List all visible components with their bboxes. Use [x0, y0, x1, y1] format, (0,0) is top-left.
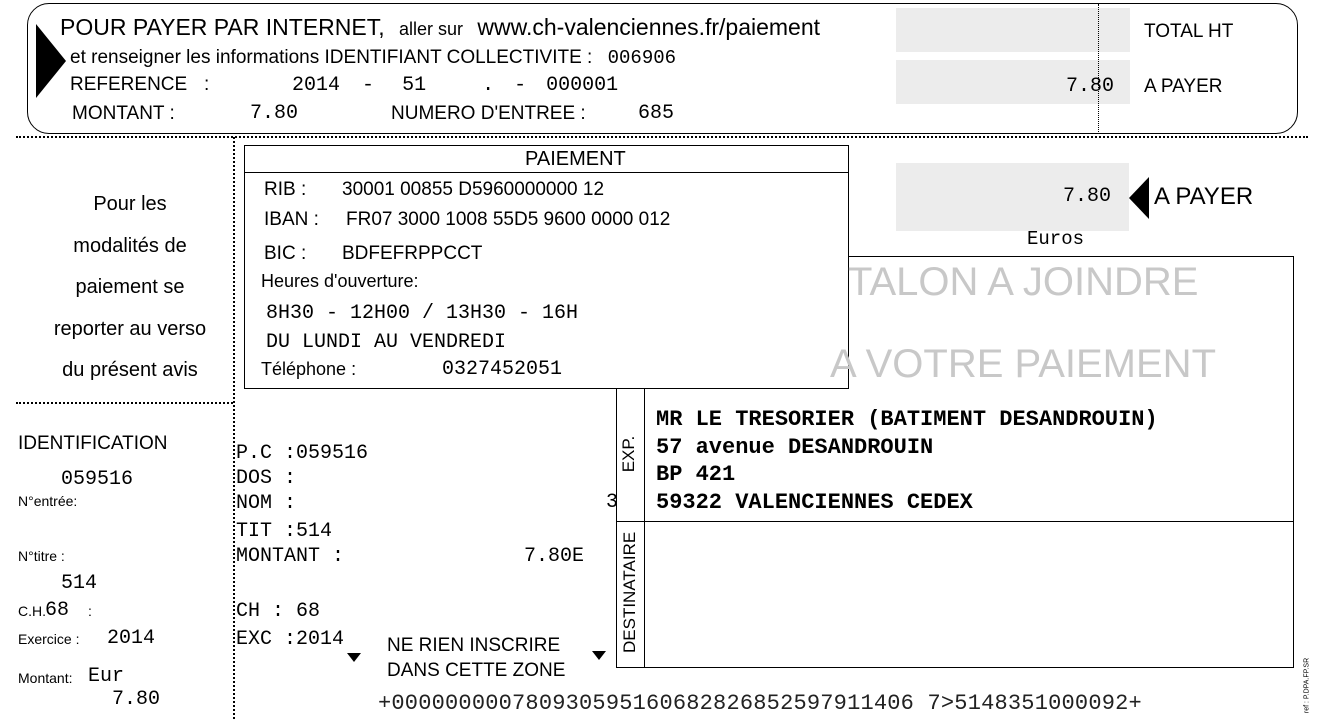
reference-dash: -: [514, 74, 527, 97]
montant-value: 7.80: [250, 102, 299, 125]
bic-label: BIC :: [264, 243, 307, 264]
reference-colon: :: [204, 74, 210, 95]
identification-value: 059516: [61, 468, 134, 491]
arrow-left-icon: [1129, 177, 1149, 219]
left-note: [20, 184, 240, 392]
phone-value: 0327452051: [442, 358, 563, 381]
destinataire-label: DESTINATAIRE: [620, 531, 639, 653]
total-ht-field: [896, 8, 1130, 52]
numero-entree-label: NUMERO D'ENTREE :: [391, 103, 586, 124]
paiement-title: PAIEMENT: [525, 148, 626, 170]
bic-value: BDFEFRPPCCT: [342, 243, 483, 264]
phone-label: Téléphone :: [261, 359, 357, 379]
reference-label: REFERENCE: [70, 74, 188, 95]
address-bottom: [616, 667, 1294, 668]
rib-label: RIB :: [264, 179, 307, 200]
ocr-line: +000000000780930595160682826852597911406 7>5148351000092+: [378, 691, 1142, 716]
left-note-line: modalités de: [73, 234, 187, 257]
sender-address: [656, 406, 1158, 516]
identifiant-label: et renseigner les informations IDENTIFIANT COLLECTIVITE :: [70, 47, 593, 68]
tear-line-left: [16, 402, 233, 404]
no-write-zone-line: DANS CETTE ZONE: [387, 660, 566, 681]
titre-value: 514: [61, 572, 98, 595]
a-payer-value: 7.80: [1066, 75, 1115, 98]
payment-url[interactable]: www.ch-valenciennes.fr/paiement: [477, 14, 821, 40]
sender-line: 59322 VALENCIENNES CEDEX: [656, 489, 973, 515]
tit-line: TIT :514: [236, 520, 333, 543]
montant-id-currency: Eur: [88, 665, 125, 688]
details-block: [236, 441, 368, 516]
currency-label: Euros: [1027, 228, 1085, 250]
exc-detail-line: EXC :2014: [236, 628, 345, 651]
talon-border: [848, 256, 1294, 257]
address-box-left: [616, 388, 617, 668]
internet-payment-line1: [60, 14, 820, 41]
montant-detail-value: 7.80E: [524, 545, 585, 568]
talon-line1: TALON A JOINDRE: [848, 260, 1199, 304]
dos-line: DOS :: [236, 467, 297, 490]
aller-sur-text: aller sur: [399, 19, 464, 39]
paiement-title-divider: [244, 172, 849, 173]
sender-line: BP 421: [656, 462, 736, 487]
address-divider: [616, 521, 1294, 522]
reference-end: 000001: [546, 74, 619, 97]
address-side-divider: [644, 388, 645, 668]
montant-label: MONTANT :: [72, 103, 175, 124]
iban-value: FR07 3000 1008 55D5 9600 0000 012: [346, 209, 671, 230]
pc-line: P.C :059516: [236, 442, 369, 465]
no-write-zone: [387, 633, 565, 683]
numero-entree-value: 685: [638, 102, 675, 125]
a-payer2-label: A PAYER: [1154, 183, 1254, 210]
ch-detail-line: CH : 68: [236, 600, 321, 623]
tear-line-top: [16, 136, 1308, 138]
montant-id-label: Montant:: [18, 670, 73, 686]
left-note-line: Pour les: [93, 193, 167, 215]
montant-detail-label: MONTANT :: [236, 545, 345, 568]
exercice-label: Exercice :: [18, 631, 80, 647]
internet-payment-heading: POUR PAYER PAR INTERNET,: [60, 14, 385, 40]
montant-id-value: 7.80: [112, 688, 161, 711]
left-note-line: paiement se: [75, 276, 185, 298]
identifiant-value: 006906: [607, 47, 677, 69]
a-payer2-value: 7.80: [1063, 185, 1112, 208]
exp-label: EXP.: [619, 435, 638, 473]
a-payer-label: A PAYER: [1144, 76, 1223, 97]
rib-value: 30001 00855 D5960000000 12: [342, 179, 605, 200]
identification-title: IDENTIFICATION: [18, 433, 168, 454]
talon-border-right: [1293, 256, 1294, 668]
sender-line: MR LE TRESORIER (BATIMENT DESANDROUIN): [656, 407, 1158, 432]
left-note-line: reporter au verso: [53, 317, 207, 340]
reference-dot: .: [482, 74, 495, 97]
cents-separator: [1098, 4, 1099, 132]
exercice-value: 2014: [107, 627, 156, 650]
reference-mid: 51: [402, 74, 427, 97]
days-value: DU LUNDI AU VENDREDI: [266, 331, 507, 354]
triangle-down-icon: [347, 653, 361, 662]
entree-label: N°entrée:: [18, 493, 78, 509]
reference-year: 2014: [292, 74, 341, 97]
sender-line: 57 avenue DESANDROUIN: [656, 434, 934, 460]
reference-value: [292, 74, 618, 97]
iban-label: IBAN :: [264, 209, 319, 230]
left-note-line: du présent avis: [62, 359, 198, 381]
reference-dash: -: [362, 74, 375, 97]
hours-value: 8H30 - 12H00 / 13H30 - 16H: [266, 302, 579, 325]
ch-label: C.H.: [18, 603, 46, 619]
ch-value: 68: [45, 599, 70, 622]
no-write-zone-line: NE RIEN INSCRIRE: [387, 635, 561, 656]
talon-line2: A VOTRE PAIEMENT: [830, 342, 1216, 386]
nom-trail: 3: [606, 491, 619, 514]
titre-label: N°titre :: [18, 548, 65, 564]
total-ht-label: TOTAL HT: [1144, 21, 1234, 42]
address-box-top: [616, 388, 644, 389]
hours-label: Heures d'ouverture:: [261, 271, 419, 291]
nom-line: NOM :: [236, 492, 297, 515]
footer-reference: ref : P.DPA.FP.SR: [1303, 657, 1311, 714]
triangle-down-icon: [592, 651, 606, 660]
ch-colon: :: [88, 603, 92, 619]
